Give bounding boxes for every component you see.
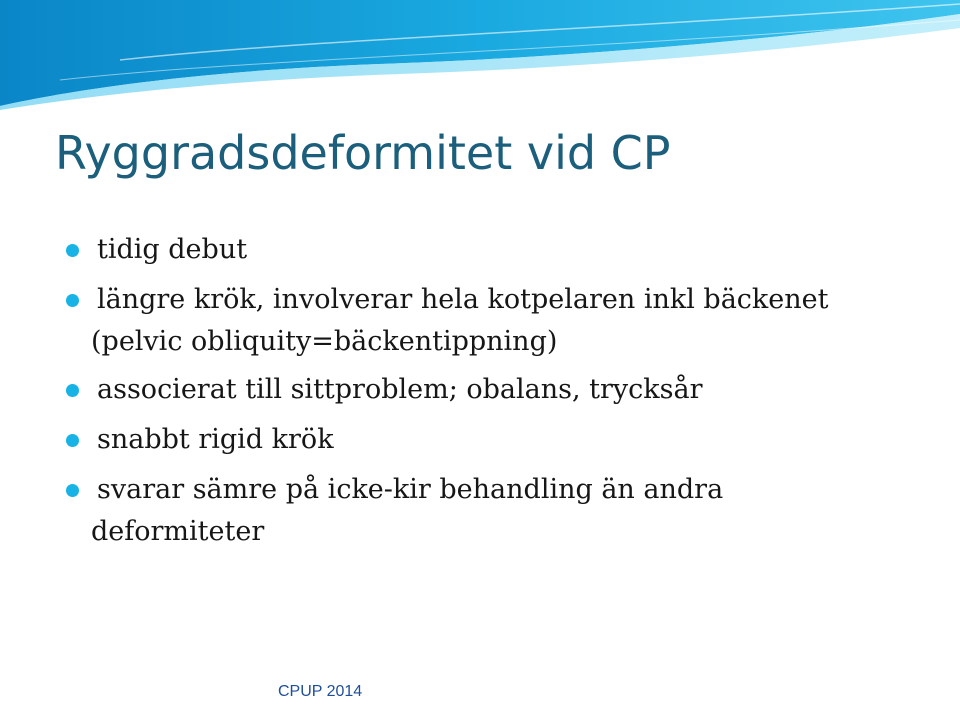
bullet-text: längre krök, involverar hela kotpelaren inkl bäckenet [97, 284, 829, 315]
slide-title: Ryggradsdeformitet vid CP [55, 126, 671, 180]
bullet-text: svarar sämre på icke-kir behandling än andra [97, 474, 724, 505]
header-wave-banner [0, 0, 960, 110]
bullet-dot-icon [66, 384, 79, 397]
bullet-text-continuation: deformiteter [91, 516, 265, 547]
bullet-text: snabbt rigid krök [97, 424, 334, 455]
bullet-dot-icon [66, 294, 79, 307]
bullet-dot-icon [66, 434, 79, 447]
bullet-text-continuation: (pelvic obliquity=bäckentippning) [91, 326, 558, 357]
bullet-dot-icon [66, 484, 79, 497]
slide-footer: CPUP 2014 [278, 683, 363, 700]
bullet-text: associerat till sittproblem; obalans, trycksår [97, 374, 703, 405]
bullet-text: tidig debut [97, 234, 248, 265]
bullet-dot-icon [66, 244, 79, 257]
